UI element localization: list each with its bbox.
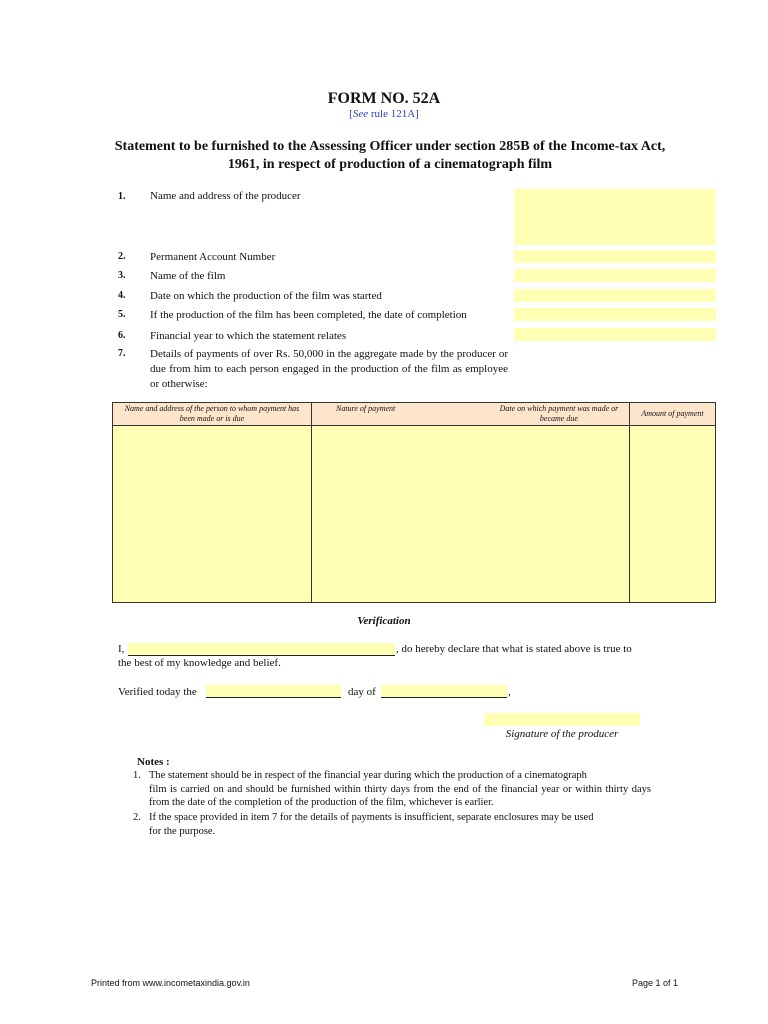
header-amount: Amount of payment — [629, 403, 715, 426]
note-1-rest: film is carried on and should be furnished within thirty days from the end of the financial year or within thirty days from the date of the completion of the production of the film, whichever is earlier. — [149, 783, 651, 808]
payments-table — [112, 402, 716, 603]
item-3-label: Name of the film — [150, 270, 226, 282]
note-1-number: 1. — [133, 770, 141, 781]
item-2-label: Permanent Account Number — [150, 251, 276, 263]
form-title: FORM NO. 52A — [327, 90, 441, 107]
note-2 — [133, 811, 651, 838]
declarant-name-field[interactable] — [128, 643, 395, 656]
verification-heading: Verification — [357, 615, 411, 627]
item-3-number: 3. — [118, 270, 126, 281]
end-comma: , — [508, 686, 511, 698]
item-7-label: Details of payments of over Rs. 50,000 in the aggregate made by the producer or due from him to each person engaged in the production of the film as employee or otherwise: — [150, 348, 508, 390]
item-1-number: 1. — [118, 191, 126, 202]
rule-see-word: See — [352, 108, 369, 120]
verified-month-field[interactable] — [381, 685, 507, 698]
day-of-label: day of — [348, 686, 376, 698]
rule-reference — [0, 108, 768, 120]
completion-date-field[interactable] — [514, 308, 716, 321]
note-2-number: 2. — [133, 812, 141, 823]
header-nature-and-date — [312, 403, 630, 426]
item-4-label: Date on which the production of the film was started — [150, 290, 382, 302]
rule-number: rule 121A] — [368, 108, 419, 120]
item-5-number: 5. — [118, 309, 126, 320]
item-4-number: 4. — [118, 290, 126, 301]
note-1 — [133, 769, 651, 810]
financial-year-field[interactable] — [514, 328, 716, 341]
notes-heading: Notes : — [137, 756, 170, 768]
table-row — [113, 426, 716, 603]
note-2-first-line: If the space provided in item 7 for the details of payments is insufficient, separate enclosures may be used — [149, 812, 594, 823]
note-1-first-line: The statement should be in respect of the financial year during which the production of a cinematograph — [149, 770, 587, 781]
amount-cell[interactable] — [629, 426, 715, 603]
header-payment-date: Date on which payment was made or became due — [499, 404, 619, 423]
header-nature-of-payment: Nature of payment — [336, 404, 396, 413]
item-6-number: 6. — [118, 330, 126, 341]
item-5-label: If the production of the film has been completed, the date of completion — [150, 309, 467, 321]
payee-cell[interactable] — [113, 426, 312, 603]
nature-date-cell[interactable] — [312, 426, 630, 603]
declaration-i: I, — [118, 643, 125, 655]
form-heading: Statement to be furnished to the Assessing Officer under section 285B of the Income-tax Act, 1961, in respect of production of a cinematograph film — [114, 139, 666, 172]
verified-today-label: Verified today the — [118, 686, 197, 698]
signature-field[interactable] — [484, 713, 640, 726]
note-2-rest: for the purpose. — [149, 825, 216, 837]
production-start-date-field[interactable] — [514, 289, 716, 302]
film-name-field[interactable] — [514, 269, 716, 282]
footer-source: Printed from www.incometaxindia.gov.in — [91, 978, 250, 988]
verified-day-field[interactable] — [206, 685, 341, 698]
item-2-number: 2. — [118, 251, 126, 262]
producer-name-address-field[interactable] — [514, 189, 716, 245]
footer-page-number: Page 1 of 1 — [631, 978, 678, 988]
rule-bracket-open: [ — [349, 108, 353, 120]
item-6-label: Financial year to which the statement relates — [150, 330, 347, 342]
item-1-label: Name and address of the producer — [150, 190, 301, 202]
pan-field[interactable] — [514, 250, 716, 263]
payments-table-header-row — [113, 403, 716, 426]
declaration-text: , do hereby declare that what is stated above is true to — [396, 643, 632, 655]
signature-label: Signature of the producer — [505, 728, 619, 740]
header-payee: Name and address of the person to whom payment has been made or is due — [113, 403, 312, 426]
declaration-text-cont: the best of my knowledge and belief. — [118, 657, 281, 669]
item-7-number: 7. — [118, 348, 126, 359]
